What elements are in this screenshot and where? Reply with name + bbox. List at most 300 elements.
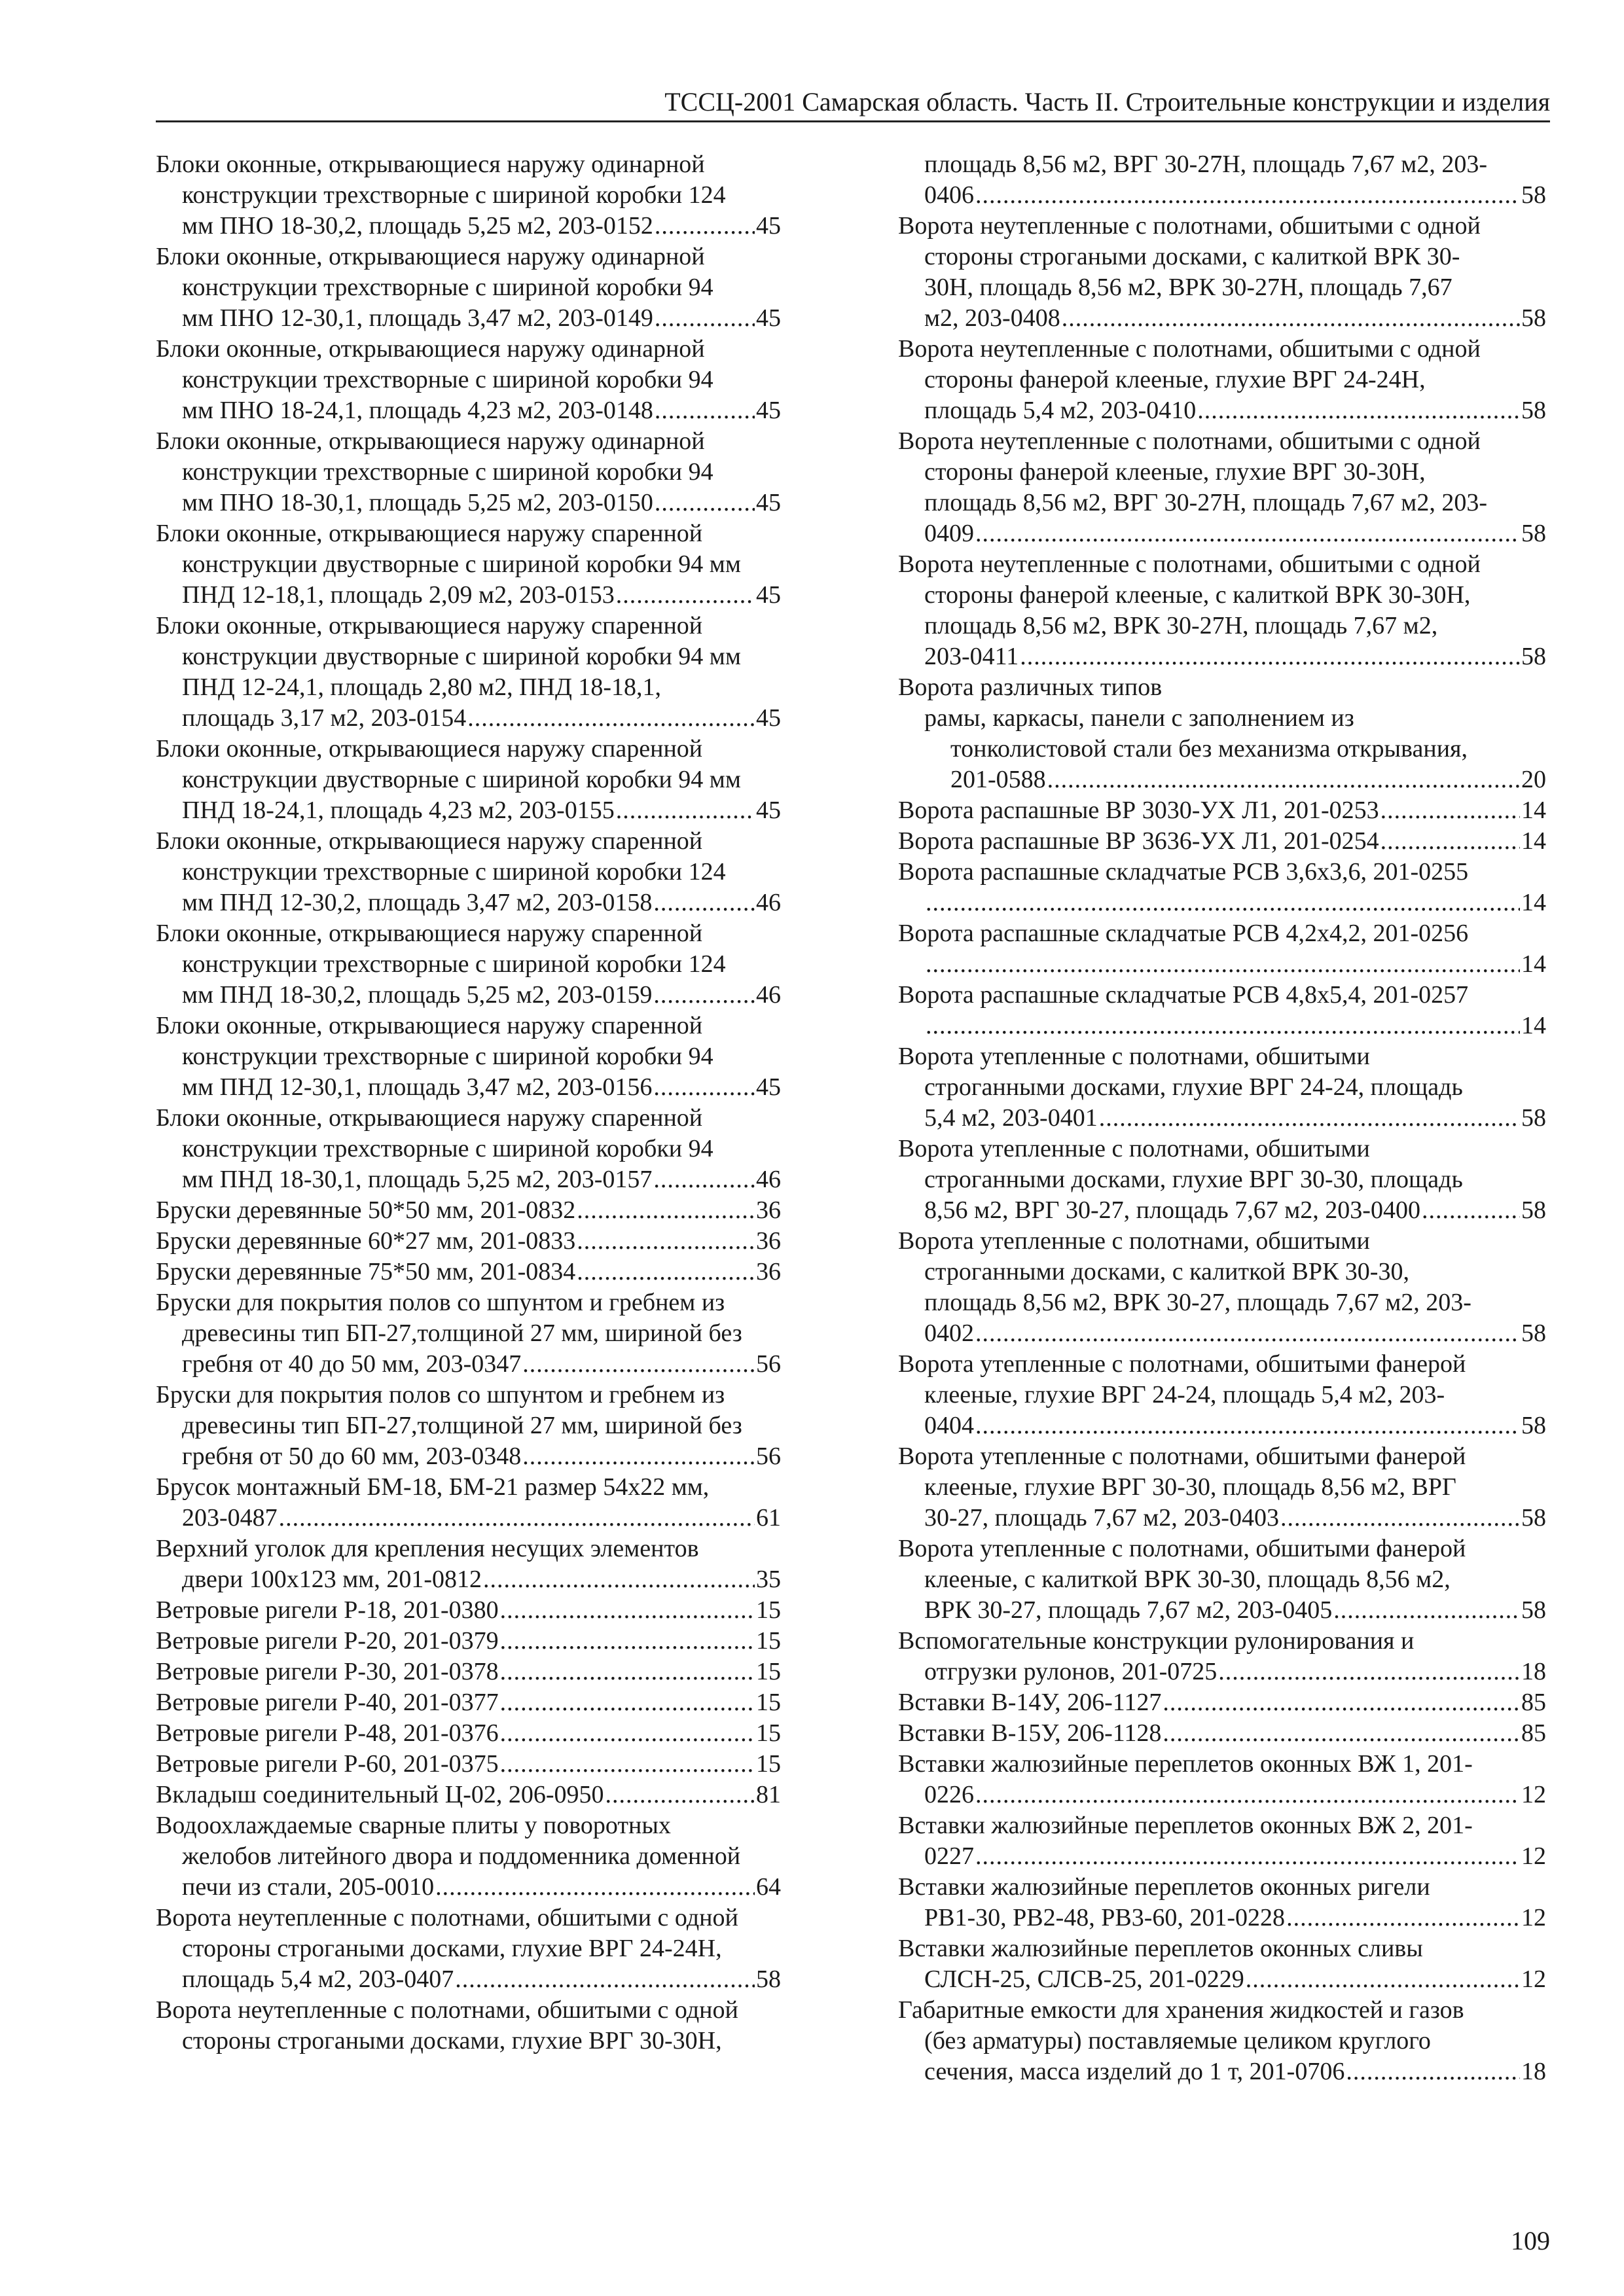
index-entry [156, 1995, 781, 2056]
entry-text: желобов литейного двора и поддоменника доменной [182, 1842, 741, 1870]
entry-page-number: 15 [756, 1658, 781, 1685]
entry-page-number: 14 [1521, 950, 1546, 978]
entry-text: древесины тип БП-27,толщиной 27 мм, шириной без [182, 1412, 742, 1439]
entry-text: Блоки оконные, открывающиеся наружу спаренной [156, 1104, 703, 1132]
index-entry [898, 1749, 1546, 1810]
entry-page-number: 45 [756, 797, 781, 824]
index-entry-last-line [898, 1780, 1546, 1810]
entry-text: мм ПНД 12-30,1, площадь 3,47 м2, 203-0156 [182, 1073, 653, 1101]
entry-text: Вставки В-15У, 206-1128 [898, 1719, 1162, 1747]
entry-text: конструкции трехстворные с шириной коробки 94 [182, 274, 713, 301]
entry-text: рамы, каркасы, панели с заполнением из [924, 704, 1354, 732]
entry-text: мм ПНД 12-30,2, площадь 3,47 м2, 203-0158 [182, 889, 653, 916]
entry-text: Бруски деревянные 60*27 мм, 201-0833 [156, 1227, 576, 1255]
entry-text: 8,56 м2, ВРГ 30-27, площадь 7,67 м2, 203-0400 [924, 1196, 1420, 1224]
entry-page-number: 85 [1521, 1689, 1546, 1716]
index-entry [898, 149, 1546, 211]
dot-leader [577, 1226, 755, 1257]
entry-text: Ворота распашные ВР 3636-УХ Л1, 201-0254 [898, 827, 1379, 855]
index-entry-last-line [898, 1964, 1546, 1995]
entry-text: Ворота утепленные с полотнами, обшитыми фанерой [898, 1350, 1466, 1378]
entry-text: стороны строгаными досками, глухие ВРГ 24-24Н, [182, 1935, 722, 1962]
entry-text: двери 100х123 мм, 201-0812 [182, 1566, 482, 1593]
entry-text: (без арматуры) поставляемые целиком круглого [924, 2027, 1431, 2054]
entry-page-number: 46 [756, 981, 781, 1009]
entry-page-number: 14 [1521, 1012, 1546, 1039]
entry-text: площадь 8,56 м2, ВРГ 30-27Н, площадь 7,67 м2, 203- [924, 151, 1487, 178]
index-entry [156, 1380, 781, 1472]
index-entry-last-line [156, 1718, 781, 1749]
entry-page-number: 58 [1521, 1596, 1546, 1624]
index-entry [898, 980, 1546, 1041]
index-entry-last-line [898, 1841, 1546, 1872]
index-entry-last-line [898, 1657, 1546, 1687]
index-entry-last-line [898, 949, 1546, 980]
entry-text: Ворота неутепленные с полотнами, обшитыми с одной [898, 427, 1481, 455]
entry-page-number: 85 [1521, 1719, 1546, 1747]
dot-leader [500, 1718, 755, 1749]
index-entry [156, 242, 781, 334]
entry-text: 0226 [924, 1781, 974, 1808]
entry-text: 0406 [924, 181, 974, 209]
entry-text: Ворота неутепленные с полотнами, обшитыми с одной [898, 212, 1481, 240]
entry-text: Ворота различных типов [898, 673, 1163, 701]
index-entry [156, 518, 781, 611]
entry-text: 203-0411 [924, 643, 1019, 670]
entry-page-number: 45 [756, 704, 781, 732]
entry-text: Блоки оконные, открывающиеся наружу спаренной [156, 827, 703, 855]
entry-text: Ворота распашные складчатые РСВ 4,8х5,4, 201-0257 [898, 981, 1469, 1009]
dot-leader [926, 888, 1520, 918]
index-column-right [898, 149, 1546, 2087]
entry-text: Ворота утепленные с полотнами, обшитыми [898, 1135, 1370, 1162]
entry-text: Ветровые ригели Р-60, 201-0375 [156, 1750, 499, 1778]
index-entry-last-line [156, 1349, 781, 1380]
entry-page-number: 36 [756, 1196, 781, 1224]
entry-page-number: 45 [756, 304, 781, 332]
entry-text: Бруски деревянные 75*50 мм, 201-0834 [156, 1258, 576, 1285]
entry-text: Ворота неутепленные с полотнами, обшитыми с одной [898, 335, 1481, 363]
index-entry [898, 334, 1546, 426]
entry-page-number: 58 [1521, 1412, 1546, 1439]
index-entry [156, 1595, 781, 1626]
index-entry [898, 1226, 1546, 1349]
index-entry-last-line [898, 641, 1546, 672]
index-entry [156, 1472, 781, 1534]
index-entry [898, 1534, 1546, 1626]
entry-page-number: 12 [1521, 1904, 1546, 1931]
dot-leader [655, 211, 755, 242]
index-entry [156, 1103, 781, 1195]
index-entry-last-line [898, 795, 1546, 826]
entry-text: площадь 3,17 м2, 203-0154 [182, 704, 467, 732]
index-entry-last-line [156, 1257, 781, 1287]
entry-text: мм ПНО 18-30,1, площадь 5,25 м2, 203-0150 [182, 489, 653, 516]
index-entry-last-line [156, 580, 781, 611]
dot-leader [653, 1072, 755, 1103]
index-entry [156, 149, 781, 242]
index-entry [898, 1349, 1546, 1441]
index-entry [156, 1226, 781, 1257]
entry-text: мм ПНД 18-30,1, площадь 5,25 м2, 203-0157 [182, 1166, 653, 1193]
index-entry [156, 734, 781, 826]
entry-text: 201-0588 [950, 766, 1046, 793]
entry-text: сечения, масса изделий до 1 т, 201-0706 [924, 2058, 1345, 2085]
entry-text: строганными досками, глухие ВРГ 30-30, площадь [924, 1166, 1463, 1193]
page-number: 109 [1511, 2226, 1550, 2255]
entry-page-number: 12 [1521, 1842, 1546, 1870]
dot-leader [616, 795, 755, 826]
index-entry-last-line [898, 1410, 1546, 1441]
index-entry-last-line [898, 1718, 1546, 1749]
entry-text: конструкции трехстворные с шириной коробки 94 [182, 1135, 713, 1162]
entry-text: клееные, глухие ВРГ 30-30, площадь 8,56 м2, ВРГ [924, 1473, 1456, 1501]
dot-leader [655, 395, 755, 426]
index-entry-last-line [898, 303, 1546, 334]
entry-page-number: 18 [1521, 1658, 1546, 1685]
entry-text: Вставки жалюзийные переплетов оконных ригели [898, 1873, 1430, 1901]
index-entry-last-line [156, 1626, 781, 1657]
entry-text: Брусок монтажный БМ-18, БМ-21 размер 54х22 мм, [156, 1473, 710, 1501]
index-entry [898, 1687, 1546, 1718]
index-entry [898, 1626, 1546, 1687]
index-entry-last-line [898, 395, 1546, 426]
entry-page-number: 14 [1521, 797, 1546, 824]
dot-leader [1099, 1103, 1520, 1134]
entry-page-number: 58 [1521, 1504, 1546, 1532]
entry-text: Вспомогательные конструкции рулонирования и [898, 1627, 1415, 1655]
dot-leader [1346, 2056, 1520, 2087]
entry-text: мм ПНО 12-30,1, площадь 3,47 м2, 203-0149 [182, 304, 653, 332]
entry-text: площадь 8,56 м2, ВРК 30-27Н, площадь 7,67 м2, [924, 612, 1438, 639]
dot-leader [522, 1349, 755, 1380]
entry-text: Бруски деревянные 50*50 мм, 201-0832 [156, 1196, 576, 1224]
entry-text: Ворота утепленные с полотнами, обшитыми [898, 1227, 1370, 1255]
dot-leader [467, 703, 755, 734]
entry-text: Вкладыш соединительный Ц-02, 206-0950 [156, 1781, 604, 1808]
index-entry-last-line [898, 2056, 1546, 2087]
entry-page-number: 45 [756, 581, 781, 609]
index-entry [156, 1749, 781, 1780]
index-entry-last-line [156, 795, 781, 826]
entry-text: конструкции двустворные с шириной коробки 94 мм [182, 643, 741, 670]
entry-text: Водоохлаждаемые сварные плиты у поворотных [156, 1812, 671, 1839]
entry-page-number: 18 [1521, 2058, 1546, 2085]
entry-text: м2, 203-0408 [924, 304, 1060, 332]
index-entry [156, 1780, 781, 1810]
index-entry-last-line [898, 888, 1546, 918]
entry-text: мм ПНД 18-30,2, площадь 5,25 м2, 203-0159 [182, 981, 653, 1009]
index-entry [898, 703, 1546, 795]
entry-page-number: 15 [756, 1689, 781, 1716]
entry-page-number: 15 [756, 1750, 781, 1778]
dot-leader [455, 1964, 755, 1995]
entry-page-number: 15 [756, 1596, 781, 1624]
dot-leader [279, 1503, 755, 1534]
index-entry-last-line [156, 1687, 781, 1718]
entry-text: Ворота утепленные с полотнами, обшитыми [898, 1043, 1370, 1070]
index-entry [898, 1933, 1546, 1995]
entry-page-number: 61 [756, 1504, 781, 1532]
index-entry [898, 1995, 1546, 2087]
dot-leader [577, 1195, 755, 1226]
entry-text: Ворота распашные ВР 3030-УХ Л1, 201-0253 [898, 797, 1379, 824]
index-entry-last-line [898, 764, 1546, 795]
index-entry [156, 1534, 781, 1595]
entry-text: Блоки оконные, открывающиеся наружу спаренной [156, 920, 703, 947]
dot-leader [1163, 1687, 1520, 1718]
entry-text: площадь 5,4 м2, 203-0410 [924, 397, 1197, 424]
index-entry-last-line [898, 1687, 1546, 1718]
entry-text: Ворота неутепленные с полотнами, обшитыми с одной [898, 550, 1481, 578]
entry-text: Блоки оконные, открывающиеся наружу одинарной [156, 151, 705, 178]
entry-page-number: 58 [756, 1965, 781, 1993]
entry-text: тонколистовой стали без механизма открывания, [950, 735, 1468, 762]
index-entry [156, 426, 781, 518]
entry-text: Блоки оконные, открывающиеся наружу одинарной [156, 427, 705, 455]
entry-text: Блоки оконные, открывающиеся наружу спаренной [156, 612, 703, 639]
index-entry [156, 334, 781, 426]
running-header: ТССЦ-2001 Самарская область. Часть II. Строительные конструкции и изделия [664, 87, 1550, 117]
entry-text: конструкции трехстворные с шириной коробки 124 [182, 181, 726, 209]
dot-leader [1380, 795, 1520, 826]
index-entry [156, 611, 781, 734]
index-entry-last-line [156, 1164, 781, 1195]
entry-text: Блоки оконные, открывающиеся наружу спаренной [156, 520, 703, 547]
entry-text: Ворота утепленные с полотнами, обшитыми фанерой [898, 1443, 1466, 1470]
dot-leader [975, 1410, 1520, 1441]
index-entry-last-line [156, 488, 781, 518]
entry-text: Блоки оконные, открывающиеся наружу одинарной [156, 335, 705, 363]
entry-page-number: 58 [1521, 1319, 1546, 1347]
entry-text: печи из стали, 205-0010 [182, 1873, 435, 1901]
index-entry [156, 826, 781, 918]
entry-text: клееные, глухие ВРГ 24-24, площадь 5,4 м2, 203- [924, 1381, 1445, 1408]
dot-leader [1422, 1195, 1520, 1226]
dot-leader [500, 1657, 755, 1687]
entry-text: стороны фанерой клееные, с калиткой ВРК 30-30Н, [924, 581, 1471, 609]
entry-text: Вставки жалюзийные переплетов оконных сливы [898, 1935, 1423, 1962]
index-entry-last-line [156, 888, 781, 918]
index-entry [898, 795, 1546, 826]
index-entry-last-line [898, 1011, 1546, 1041]
dot-leader [655, 303, 755, 334]
entry-text: 30-27, площадь 7,67 м2, 203-0403 [924, 1504, 1279, 1532]
index-entry [156, 918, 781, 1011]
dot-leader [1047, 764, 1520, 795]
dot-leader [975, 1318, 1520, 1349]
index-entry-last-line [898, 826, 1546, 857]
index-entry-last-line [156, 703, 781, 734]
entry-text: Ветровые ригели Р-40, 201-0377 [156, 1689, 499, 1716]
entry-text: 30Н, площадь 8,56 м2, ВРК 30-27Н, площадь 7,67 [924, 274, 1453, 301]
entry-page-number: 45 [756, 489, 781, 516]
entry-page-number: 12 [1521, 1965, 1546, 1993]
dot-leader [1020, 641, 1520, 672]
entry-page-number: 15 [756, 1719, 781, 1747]
dot-leader [926, 949, 1520, 980]
entry-text: стороны фанерой клееные, глухие ВРГ 24-24Н, [924, 366, 1426, 393]
dot-leader [616, 580, 755, 611]
entry-text: ВРК 30-27, площадь 7,67 м2, 203-0405 [924, 1596, 1333, 1624]
dot-leader [1163, 1718, 1520, 1749]
entry-text: СЛСН-25, СЛСВ-25, 201-0229 [924, 1965, 1244, 1993]
entry-text: конструкции двустворные с шириной коробки 94 мм [182, 766, 741, 793]
dot-leader [522, 1441, 755, 1472]
entry-text: Ветровые ригели Р-30, 201-0378 [156, 1658, 499, 1685]
index-entry [898, 1441, 1546, 1534]
header-rule [156, 120, 1550, 122]
entry-text: Ворота распашные складчатые РСВ 4,2х4,2, 201-0256 [898, 920, 1469, 947]
index-entry [156, 1287, 781, 1380]
index-entry [898, 672, 1546, 703]
index-entry-last-line [898, 1503, 1546, 1534]
dot-leader [653, 1164, 755, 1195]
index-entry-last-line [156, 1595, 781, 1626]
dot-leader [655, 488, 755, 518]
entry-text: 0402 [924, 1319, 974, 1347]
entry-page-number: 15 [756, 1627, 781, 1655]
dot-leader [1062, 303, 1520, 334]
dot-leader [1380, 826, 1520, 857]
entry-page-number: 36 [756, 1227, 781, 1255]
index-entry [156, 1657, 781, 1687]
index-entry [898, 826, 1546, 857]
index-column-left [156, 149, 781, 2056]
index-entry-last-line [156, 1503, 781, 1534]
dot-leader [577, 1257, 755, 1287]
dot-leader [500, 1595, 755, 1626]
entry-page-number: 58 [1521, 1196, 1546, 1224]
index-entry-last-line [156, 1657, 781, 1687]
entry-text: стороны строгаными досками, с калиткой ВРК 30- [924, 243, 1460, 270]
entry-text: 5,4 м2, 203-0401 [924, 1104, 1098, 1132]
entry-text: стороны строгаными досками, глухие ВРГ 30-30Н, [182, 2027, 722, 2054]
index-entry [898, 1718, 1546, 1749]
entry-text: конструкции трехстворные с шириной коробки 124 [182, 950, 726, 978]
dot-leader [500, 1626, 755, 1657]
entry-text: площадь 8,56 м2, ВРК 30-27, площадь 7,67 м2, 203- [924, 1289, 1471, 1316]
dot-leader [1280, 1503, 1520, 1534]
index-entry [898, 918, 1546, 980]
entry-text: 0404 [924, 1412, 974, 1439]
index-entry-last-line [156, 1749, 781, 1780]
entry-text: конструкции двустворные с шириной коробки 94 мм [182, 550, 741, 578]
index-entry [898, 857, 1546, 918]
entry-text: 203-0487 [182, 1504, 278, 1532]
index-entry-last-line [898, 1195, 1546, 1226]
dot-leader [1197, 395, 1520, 426]
index-entry-last-line [156, 1195, 781, 1226]
entry-text: ПНД 12-18,1, площадь 2,09 м2, 203-0153 [182, 581, 615, 609]
index-entry-last-line [156, 1072, 781, 1103]
entry-text: древесины тип БП-27,толщиной 27 мм, шириной без [182, 1319, 742, 1347]
entry-text: Габаритные емкости для хранения жидкостей и газов [898, 1996, 1464, 2024]
entry-page-number: 35 [756, 1566, 781, 1593]
entry-page-number: 14 [1521, 827, 1546, 855]
entry-text: Блоки оконные, открывающиеся наружу спаренной [156, 1012, 703, 1039]
index-entry-last-line [156, 1872, 781, 1903]
entry-page-number: 58 [1521, 520, 1546, 547]
entry-text: Ворота распашные складчатые РСВ 3,6х3,6, 201-0255 [898, 858, 1469, 886]
index-entry-last-line [898, 1903, 1546, 1933]
entry-text: Бруски для покрытия полов со шпунтом и гребнем из [156, 1289, 725, 1316]
entry-page-number: 58 [1521, 304, 1546, 332]
entry-text: строганными досками, глухие ВРГ 24-24, площадь [924, 1073, 1463, 1101]
entry-page-number: 56 [756, 1350, 781, 1378]
index-entry-last-line [156, 395, 781, 426]
index-entry-last-line [898, 518, 1546, 549]
index-entry [898, 1041, 1546, 1134]
index-entry [156, 1718, 781, 1749]
dot-leader [1246, 1964, 1520, 1995]
entry-text: РВ1-30, РВ2-48, РВ3-60, 201-0228 [924, 1904, 1286, 1931]
dot-leader [1286, 1903, 1520, 1933]
index-entry [898, 1810, 1546, 1872]
index-entry [898, 211, 1546, 334]
dot-leader [435, 1872, 755, 1903]
dot-leader [500, 1687, 755, 1718]
entry-text: конструкции трехстворные с шириной коробки 94 [182, 458, 713, 486]
entry-page-number: 45 [756, 397, 781, 424]
dot-leader [975, 1841, 1520, 1872]
index-entry-last-line [156, 1564, 781, 1595]
entry-text: Вставки В-14У, 206-1127 [898, 1689, 1162, 1716]
index-entry [898, 1872, 1546, 1933]
dot-leader [483, 1564, 755, 1595]
index-entry-last-line [156, 1780, 781, 1810]
index-entry [156, 1687, 781, 1718]
entry-page-number: 58 [1521, 397, 1546, 424]
index-entry-last-line [898, 180, 1546, 211]
entry-text: гребня от 50 до 60 мм, 203-0348 [182, 1443, 522, 1470]
index-entry [156, 1011, 781, 1103]
dot-leader [1218, 1657, 1520, 1687]
entry-text: Ворота неутепленные с полотнами, обшитыми с одной [156, 1996, 738, 2024]
index-entry [898, 426, 1546, 549]
index-entry [898, 1134, 1546, 1226]
entry-text: Верхний уголок для крепления несущих элементов [156, 1535, 699, 1562]
index-entry-last-line [156, 980, 781, 1011]
entry-text: Бруски для покрытия полов со шпунтом и гребнем из [156, 1381, 725, 1408]
entry-text: Ворота неутепленные с полотнами, обшитыми с одной [156, 1904, 738, 1931]
index-entry-last-line [156, 1964, 781, 1995]
entry-text: мм ПНО 18-30,2, площадь 5,25 м2, 203-0152 [182, 212, 653, 240]
entry-text: строганными досками, с калиткой ВРК 30-30, [924, 1258, 1409, 1285]
entry-text: Блоки оконные, открывающиеся наружу одинарной [156, 243, 705, 270]
index-entry-last-line [156, 303, 781, 334]
entry-page-number: 45 [756, 1073, 781, 1101]
dot-leader [975, 518, 1520, 549]
index-entry-last-line [156, 1441, 781, 1472]
dot-leader [926, 1011, 1520, 1041]
entry-text: ПНД 18-24,1, площадь 4,23 м2, 203-0155 [182, 797, 615, 824]
entry-text: конструкции трехстворные с шириной коробки 94 [182, 1043, 713, 1070]
index-entry [156, 1257, 781, 1287]
entry-page-number: 36 [756, 1258, 781, 1285]
index-entry [156, 1810, 781, 1903]
entry-text: клееные, с калиткой ВРК 30-30, площадь 8,56 м2, [924, 1566, 1451, 1593]
entry-text: Ветровые ригели Р-20, 201-0379 [156, 1627, 499, 1655]
entry-text: конструкции трехстворные с шириной коробки 94 [182, 366, 713, 393]
dot-leader [500, 1749, 755, 1780]
entry-page-number: 45 [756, 212, 781, 240]
entry-text: 0409 [924, 520, 974, 547]
entry-page-number: 58 [1521, 643, 1546, 670]
entry-text: Вставки жалюзийные переплетов оконных ВЖ 2, 201- [898, 1812, 1473, 1839]
dot-leader [975, 180, 1520, 211]
entry-text: стороны фанерой клееные, глухие ВРГ 30-30Н, [924, 458, 1426, 486]
